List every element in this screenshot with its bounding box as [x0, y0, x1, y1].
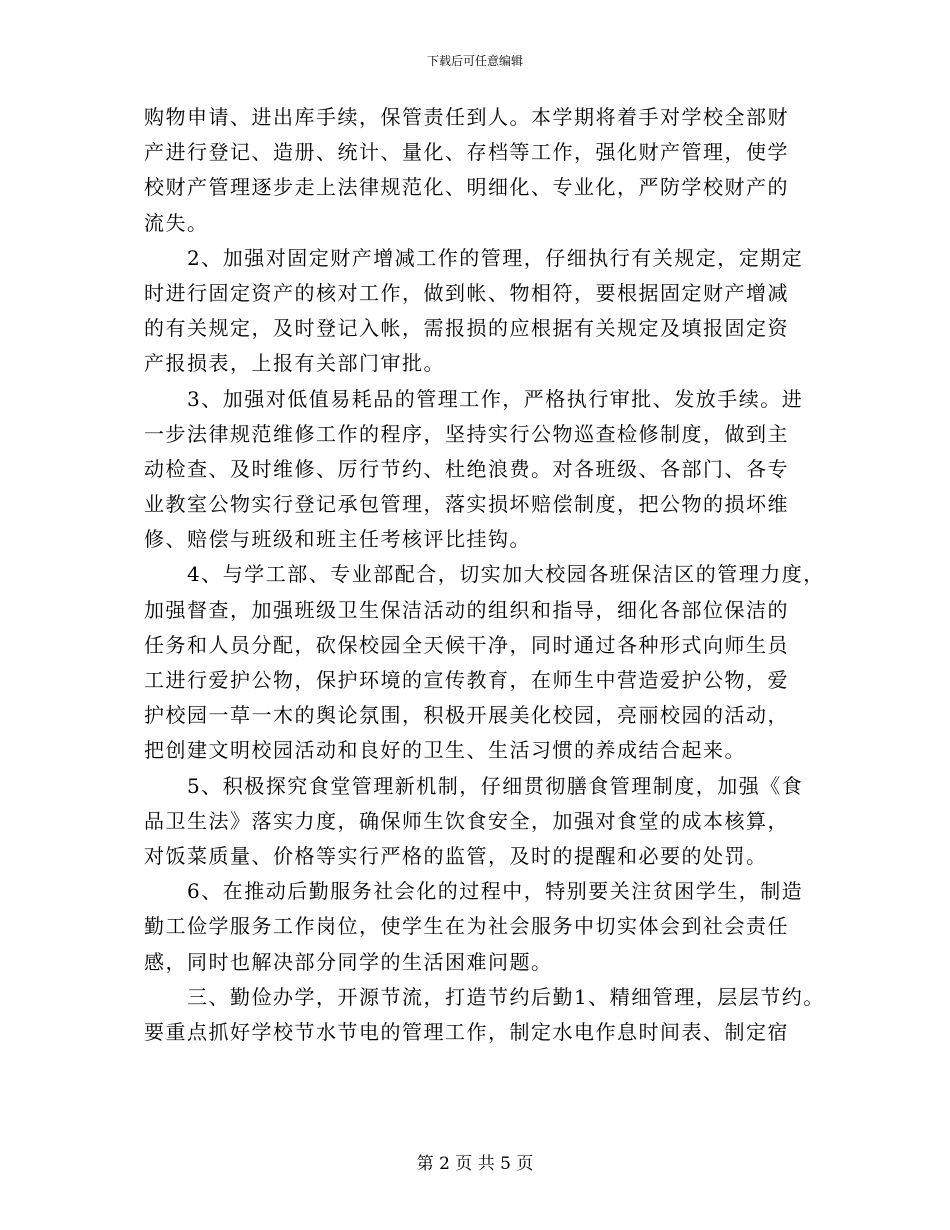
- text-line: 2、加强对固定财产增减工作的管理，仔细执行有关规定，定期定: [144, 245, 804, 270]
- text-line: 要重点抓好学校节水节电的管理工作，制定水电作息时间表、制定宿: [144, 1019, 789, 1044]
- text-line: 业教室公物实行登记承包管理，落实损坏赔偿制度，把公物的损坏维: [144, 492, 789, 517]
- text-line: 4、与学工部、专业部配合，切实加大校园各班保洁区的管理力度，: [144, 562, 825, 587]
- text-line: 6、在推动后勤服务社会化的过程中，特别要关注贫困学生，制造: [144, 879, 804, 904]
- text-line: 校财产管理逐步走上法律规范化、明细化、专业化，严防学校财产的: [144, 175, 789, 200]
- page-header: 下载后可任意编辑: [426, 54, 523, 68]
- text-line: 购物申请、进出库手续，保管责任到人。本学期将着手对学校全部财: [144, 105, 789, 129]
- text-line: 时进行固定资产的核对工作，做到帐、物相符，要根据固定财产增减: [144, 280, 789, 305]
- text-line: 产报损表，上报有关部门审批。: [144, 351, 445, 376]
- text-line: 5、积极探究食堂管理新机制，仔细贯彻膳食管理制度，加强《食: [144, 773, 804, 798]
- text-line: 流失。: [144, 210, 209, 235]
- text-line: 产进行登记、造册、统计、量化、存档等工作，强化财产管理，使学: [144, 140, 789, 165]
- text-line: 对饭菜质量、价格等实行严格的监管，及时的提醒和必要的处罚。: [144, 843, 768, 868]
- text-line: 修、赔偿与班级和班主任考核评比挂钩。: [144, 527, 531, 552]
- text-line: 的有关规定，及时登记入帐，需报损的应根据有关规定及填报固定资: [144, 316, 789, 341]
- text-line: 工进行爱护公物，保护环境的宣传教育，在师生中营造爱护公物，爱: [144, 668, 789, 692]
- page-footer: 第 2 页 共 5 页: [416, 1154, 534, 1174]
- text-line: 把创建文明校园活动和良好的卫生、生活习惯的养成结合起来。: [144, 738, 746, 763]
- text-line: 三、勤俭办学，开源节流，打造节约后勤1、精细管理，层层节约。: [144, 984, 825, 1009]
- text-line: 一步法律规范维修工作的程序，坚持实行公物巡查检修制度，做到主: [144, 421, 789, 446]
- text-line: 勤工俭学服务工作岗位，使学生在为社会服务中切实体会到社会责任: [144, 914, 789, 939]
- text-line: 任务和人员分配，砍保校园全天候干净，同时通过各种形式向师生员: [144, 632, 789, 657]
- document-body: [144, 100, 844, 1050]
- text-line: 感，同时也解决部分同学的生活困难问题。: [144, 949, 553, 974]
- text-line: 3、加强对低值易耗品的管理工作，严格执行审批、发放手续。进: [144, 386, 804, 411]
- text-line: 加强督查，加强班级卫生保洁活动的组织和指导，细化各部位保洁的: [144, 597, 789, 622]
- text-line: 护校园一草一木的舆论氛围，积极开展美化校园，亮丽校园的活动，: [144, 703, 789, 728]
- text-line: 品卫生法》落实力度，确保师生饮食安全，加强对食堂的成本核算，: [144, 808, 789, 833]
- text-line: 动检查、及时维修、厉行节约、杜绝浪费。对各班级、各部门、各专: [144, 456, 789, 481]
